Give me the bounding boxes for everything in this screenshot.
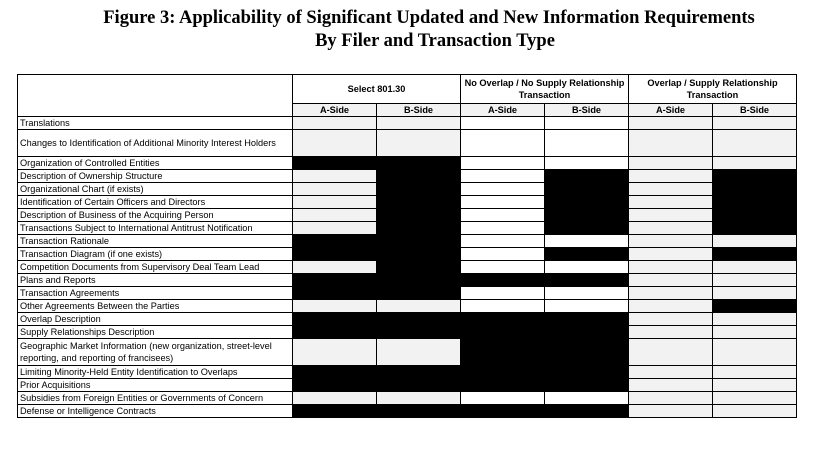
applicability-cell bbox=[629, 209, 713, 222]
applicability-cell bbox=[629, 313, 713, 326]
applicability-cell bbox=[713, 222, 797, 235]
applicability-cell bbox=[713, 248, 797, 261]
applicability-cell bbox=[377, 157, 461, 170]
applicability-cell bbox=[713, 326, 797, 339]
row-label: Identification of Certain Officers and Directors bbox=[18, 196, 293, 209]
applicability-cell bbox=[545, 157, 629, 170]
applicability-cell bbox=[545, 366, 629, 379]
subheader-b-side: B-Side bbox=[545, 104, 629, 117]
table-row bbox=[18, 287, 797, 300]
row-label: Subsidies from Foreign Entities or Governments of Concern bbox=[18, 392, 293, 405]
row-label: Transactions Subject to International Antitrust Notification bbox=[18, 222, 293, 235]
table-row bbox=[18, 157, 797, 170]
applicability-cell bbox=[461, 366, 545, 379]
table-body bbox=[18, 117, 797, 418]
applicability-cell bbox=[545, 196, 629, 209]
applicability-cell bbox=[545, 117, 629, 130]
row-label: Geographic Market Information (new organization, street-level reporting, and reporting of francisees) bbox=[18, 339, 293, 366]
applicability-cell bbox=[629, 274, 713, 287]
applicability-cell bbox=[377, 130, 461, 157]
applicability-cell bbox=[377, 300, 461, 313]
table-row bbox=[18, 261, 797, 274]
row-label: Description of Business of the Acquiring Person bbox=[18, 209, 293, 222]
group-header-no-overlap: No Overlap / No Supply Relationship Transaction bbox=[461, 75, 629, 104]
applicability-cell bbox=[461, 313, 545, 326]
applicability-cell bbox=[629, 222, 713, 235]
applicability-cell bbox=[377, 248, 461, 261]
applicability-cell bbox=[545, 183, 629, 196]
applicability-cell bbox=[293, 339, 377, 366]
applicability-cell bbox=[461, 392, 545, 405]
table-row bbox=[18, 222, 797, 235]
subheader-a-side: A-Side bbox=[461, 104, 545, 117]
table-row bbox=[18, 405, 797, 418]
applicability-cell bbox=[713, 274, 797, 287]
applicability-cell bbox=[461, 196, 545, 209]
row-label: Supply Relationships Description bbox=[18, 326, 293, 339]
row-label: Translations bbox=[18, 117, 293, 130]
applicability-cell bbox=[629, 157, 713, 170]
applicability-cell bbox=[293, 157, 377, 170]
row-label: Other Agreements Between the Parties bbox=[18, 300, 293, 313]
applicability-cell bbox=[461, 248, 545, 261]
applicability-cell bbox=[293, 222, 377, 235]
subheader-a-side: A-Side bbox=[629, 104, 713, 117]
applicability-cell bbox=[293, 235, 377, 248]
subheader-b-side: B-Side bbox=[713, 104, 797, 117]
table-row bbox=[18, 248, 797, 261]
table-row bbox=[18, 339, 797, 366]
group-header-overlap: Overlap / Supply Relationship Transaction bbox=[629, 75, 797, 104]
applicability-cell bbox=[713, 261, 797, 274]
applicability-cell bbox=[461, 405, 545, 418]
row-label: Transaction Agreements bbox=[18, 287, 293, 300]
applicability-cell bbox=[545, 287, 629, 300]
applicability-cell bbox=[293, 287, 377, 300]
row-label: Prior Acquisitions bbox=[18, 379, 293, 392]
applicability-cell bbox=[293, 392, 377, 405]
applicability-cell bbox=[713, 130, 797, 157]
applicability-cell bbox=[545, 274, 629, 287]
applicability-cell bbox=[377, 379, 461, 392]
table-row bbox=[18, 170, 797, 183]
applicability-cell bbox=[461, 261, 545, 274]
applicability-cell bbox=[629, 287, 713, 300]
row-label: Description of Ownership Structure bbox=[18, 170, 293, 183]
applicability-cell bbox=[293, 248, 377, 261]
table-row bbox=[18, 366, 797, 379]
applicability-cell bbox=[293, 313, 377, 326]
row-label: Competition Documents from Supervisory Deal Team Lead bbox=[18, 261, 293, 274]
applicability-cell bbox=[461, 379, 545, 392]
applicability-cell bbox=[377, 326, 461, 339]
applicability-cell bbox=[713, 366, 797, 379]
applicability-cell bbox=[545, 339, 629, 366]
row-label: Transaction Rationale bbox=[18, 235, 293, 248]
applicability-cell bbox=[293, 326, 377, 339]
applicability-cell bbox=[713, 300, 797, 313]
applicability-cell bbox=[713, 170, 797, 183]
applicability-cell bbox=[629, 261, 713, 274]
applicability-cell bbox=[629, 196, 713, 209]
applicability-cell bbox=[545, 379, 629, 392]
requirements-table bbox=[17, 74, 797, 418]
applicability-cell bbox=[629, 235, 713, 248]
applicability-cell bbox=[545, 222, 629, 235]
applicability-cell bbox=[461, 170, 545, 183]
table-row bbox=[18, 235, 797, 248]
applicability-cell bbox=[377, 366, 461, 379]
applicability-cell bbox=[377, 274, 461, 287]
applicability-cell bbox=[461, 157, 545, 170]
applicability-cell bbox=[545, 170, 629, 183]
applicability-cell bbox=[461, 209, 545, 222]
applicability-cell bbox=[461, 274, 545, 287]
table-row bbox=[18, 183, 797, 196]
group-header-select-801-30: Select 801.30 bbox=[293, 75, 461, 104]
applicability-cell bbox=[461, 235, 545, 248]
applicability-cell bbox=[713, 183, 797, 196]
row-label: Organization of Controlled Entities bbox=[18, 157, 293, 170]
subheader-a-side: A-Side bbox=[293, 104, 377, 117]
subheader-b-side: B-Side bbox=[377, 104, 461, 117]
applicability-cell bbox=[461, 287, 545, 300]
row-label: Limiting Minority-Held Entity Identification to Overlaps bbox=[18, 366, 293, 379]
applicability-cell bbox=[461, 117, 545, 130]
applicability-cell bbox=[461, 339, 545, 366]
row-label: Overlap Description bbox=[18, 313, 293, 326]
applicability-cell bbox=[545, 248, 629, 261]
applicability-cell bbox=[377, 405, 461, 418]
applicability-cell bbox=[713, 405, 797, 418]
row-label: Plans and Reports bbox=[18, 274, 293, 287]
header-corner bbox=[18, 75, 293, 117]
applicability-cell bbox=[545, 313, 629, 326]
table-row bbox=[18, 379, 797, 392]
applicability-cell bbox=[377, 287, 461, 300]
applicability-cell bbox=[629, 392, 713, 405]
table-row bbox=[18, 300, 797, 313]
applicability-cell bbox=[629, 405, 713, 418]
row-label: Defense or Intelligence Contracts bbox=[18, 405, 293, 418]
applicability-cell bbox=[545, 235, 629, 248]
applicability-cell bbox=[461, 326, 545, 339]
applicability-cell bbox=[377, 170, 461, 183]
applicability-cell bbox=[545, 261, 629, 274]
applicability-cell bbox=[377, 196, 461, 209]
applicability-cell bbox=[377, 261, 461, 274]
table-row bbox=[18, 326, 797, 339]
row-label: Organizational Chart (if exists) bbox=[18, 183, 293, 196]
applicability-cell bbox=[377, 339, 461, 366]
table-row bbox=[18, 130, 797, 157]
applicability-cell bbox=[629, 248, 713, 261]
applicability-cell bbox=[545, 209, 629, 222]
applicability-cell bbox=[293, 117, 377, 130]
applicability-cell bbox=[293, 130, 377, 157]
applicability-cell bbox=[545, 326, 629, 339]
applicability-cell bbox=[713, 313, 797, 326]
applicability-cell bbox=[713, 157, 797, 170]
applicability-cell bbox=[293, 170, 377, 183]
applicability-cell bbox=[377, 117, 461, 130]
applicability-cell bbox=[545, 130, 629, 157]
applicability-cell bbox=[293, 379, 377, 392]
applicability-cell bbox=[629, 130, 713, 157]
applicability-cell bbox=[461, 222, 545, 235]
applicability-cell bbox=[293, 366, 377, 379]
table-row bbox=[18, 313, 797, 326]
applicability-cell bbox=[713, 379, 797, 392]
applicability-cell bbox=[713, 209, 797, 222]
table-row bbox=[18, 117, 797, 130]
table-row bbox=[18, 209, 797, 222]
applicability-cell bbox=[293, 274, 377, 287]
applicability-cell bbox=[545, 300, 629, 313]
applicability-cell bbox=[377, 235, 461, 248]
applicability-cell bbox=[629, 117, 713, 130]
applicability-cell bbox=[713, 287, 797, 300]
row-label: Changes to Identification of Additional Minority Interest Holders bbox=[18, 130, 293, 157]
applicability-cell bbox=[629, 300, 713, 313]
applicability-cell bbox=[461, 183, 545, 196]
applicability-cell bbox=[293, 405, 377, 418]
applicability-cell bbox=[713, 339, 797, 366]
table-row bbox=[18, 392, 797, 405]
applicability-cell bbox=[293, 196, 377, 209]
table-row bbox=[18, 274, 797, 287]
applicability-cell bbox=[629, 379, 713, 392]
applicability-cell bbox=[629, 366, 713, 379]
figure-title-line-2: By Filer and Transaction Type bbox=[315, 31, 555, 51]
applicability-cell bbox=[377, 313, 461, 326]
applicability-cell bbox=[377, 392, 461, 405]
applicability-cell bbox=[377, 209, 461, 222]
applicability-cell bbox=[293, 183, 377, 196]
applicability-cell bbox=[545, 392, 629, 405]
applicability-cell bbox=[629, 170, 713, 183]
applicability-cell bbox=[713, 235, 797, 248]
figure-title-line-1: Figure 3: Applicability of Significant Updated and New Information Requirements bbox=[103, 8, 755, 28]
row-label: Transaction Diagram (if one exists) bbox=[18, 248, 293, 261]
applicability-cell bbox=[713, 117, 797, 130]
applicability-cell bbox=[377, 222, 461, 235]
applicability-cell bbox=[377, 183, 461, 196]
applicability-cell bbox=[293, 261, 377, 274]
applicability-cell bbox=[629, 339, 713, 366]
table-row bbox=[18, 196, 797, 209]
applicability-cell bbox=[461, 300, 545, 313]
applicability-cell bbox=[545, 405, 629, 418]
applicability-cell bbox=[293, 209, 377, 222]
applicability-cell bbox=[461, 130, 545, 157]
applicability-cell bbox=[713, 392, 797, 405]
applicability-cell bbox=[713, 196, 797, 209]
applicability-cell bbox=[629, 183, 713, 196]
applicability-cell bbox=[293, 300, 377, 313]
applicability-cell bbox=[629, 326, 713, 339]
